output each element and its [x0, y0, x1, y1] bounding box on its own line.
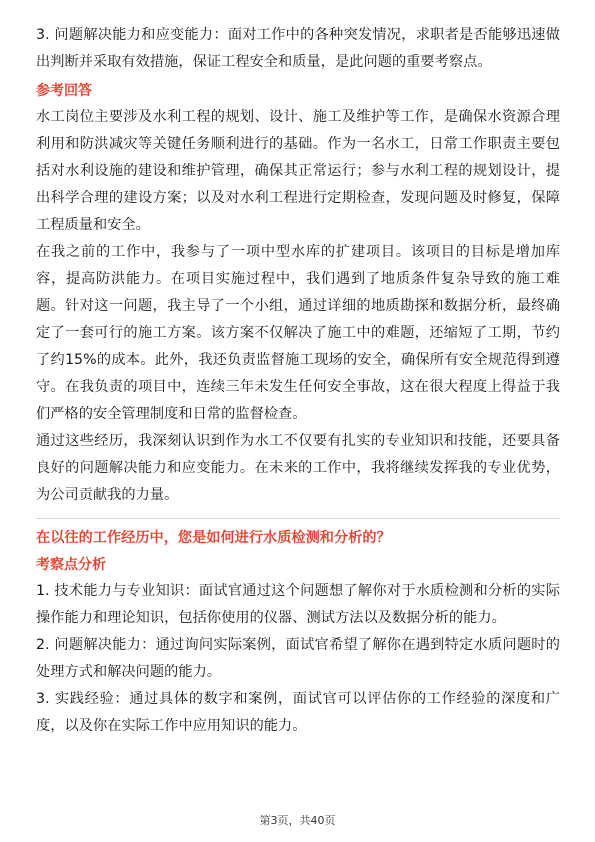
answer-paragraph-1: 水工岗位主要涉及水利工程的规划、设计、施工及维护等工作，是确保水资源合理利用和防洪减灾等关键任务顺利进行的基础。作为一名水工，日常工作职责主要包括对水利设施的建设和维护管理，确保其正常运行；参与水利工程的规划设计，提出科学合理的建设方案；以及对水利工程进行定期检查，发现问题及时修复，保障工程质量和安全。	[36, 109, 560, 233]
analysis-point-1: 1. 技术能力与专业知识：面试官通过这个问题想了解你对于水质检测和分析的实际操作能力和理论知识，包括你使用的仪器、测试方法以及数据分析的能力。	[36, 583, 560, 626]
analysis-heading: 考察点分析	[36, 557, 106, 573]
question-title: 在以往的工作经历中，您是如何进行水质检测和分析的？	[36, 530, 391, 546]
page-footer: 第3页，共40页	[259, 814, 336, 827]
reference-answer-heading: 参考回答	[36, 83, 92, 99]
prev-point-3: 3. 问题解决能力和应变能力：面对工作中的各种突发情况，求职者是否能够迅速做出判断并采取有效措施，保证工程安全和质量，是此问题的重要考察点。	[36, 27, 560, 70]
answer-paragraph-3: 通过这些经历，我深刻认识到作为水工不仅要有扎实的专业知识和技能，还要具备良好的问题解决能力和应变能力。在未来的工作中，我将继续发挥我的专业优势，为公司贡献我的力量。	[36, 433, 560, 503]
document-page	[36, 22, 560, 740]
analysis-point-2: 2. 问题解决能力：通过询问实际案例，面试官希望了解你在遇到特定水质问题时的处理方式和解决问题的能力。	[36, 637, 560, 680]
section-divider	[36, 518, 560, 519]
answer-paragraph-2: 在我之前的工作中，我参与了一项中型水库的扩建项目。该项目的目标是增加库容，提高防洪能力。在项目实施过程中，我们遇到了地质条件复杂导致的施工难题。针对这一问题，我主导了一个小组，通过详细的地质勘探和数据分析，最终确定了一套可行的施工方案。该方案不仅解决了施工中的难题，还缩短了工期，节约了约15%的成本。此外，我还负责监督施工现场的安全，确保所有安全规范得到遵守。在我负责的项目中，连续三年未发生任何安全事故，这在很大程度上得益于我们严格的安全管理制度和日常的监督检查。	[36, 244, 560, 422]
analysis-point-3: 3. 实践经验：通过具体的数字和案例，面试官可以评估你的工作经验的深度和广度，以及你在实际工作中应用知识的能力。	[36, 691, 560, 734]
